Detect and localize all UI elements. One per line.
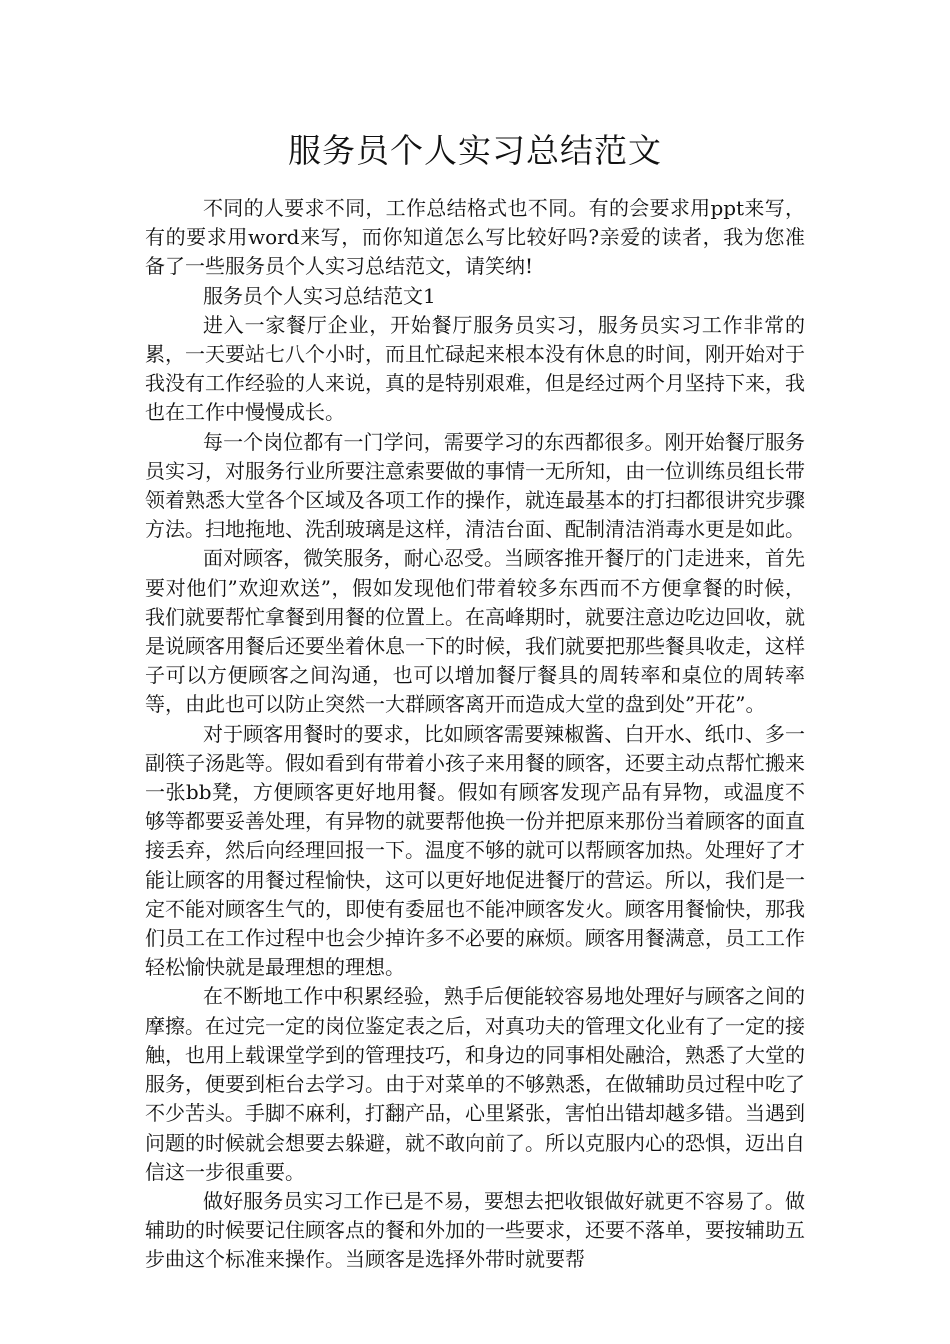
document-body <box>145 126 805 1275</box>
body-paragraph: 在不断地工作中积累经验，熟手后便能较容易地处理好与顾客之间的摩擦。在过完一定的岗位鉴定表之后，对真功夫的管理文化业有了一定的接触，也用上载课堂学到的管理技巧，和身边的同事相处融洽，熟悉了大堂的服务，便要到柜台去学习。由于对菜单的不够熟悉，在做辅助员过程中吃了不少苦头。手脚不麻利，打翻产品，心里紧张，害怕出错却越多错。当遇到问题的时候就会想要去躲避，就不敢向前了。所以克服内心的恐惧，迈出自信这一步很重要。 <box>145 984 805 1184</box>
body-paragraph: 对于顾客用餐时的要求，比如顾客需要辣椒酱、白开水、纸巾、多一副筷子汤匙等。假如看到有带着小孩子来用餐的顾客，还要主动点帮忙搬来一张bb凳，方便顾客更好地用餐。假如有顾客发现产品有异物，或温度不够等都要妥善处理，有异物的就要帮他换一份并把原来那份当着顾客的面直接丢弃，然后向经理回报一下。温度不够的就可以帮顾客加热。处理好了才能让顾客的用餐过程愉快，这可以更好地促进餐厅的营运。所以，我们是一定不能对顾客生气的，即使有委屈也不能冲顾客发火。顾客用餐愉快，那我们员工在工作过程中也会少掉许多不必要的麻烦。顾客用餐满意，员工工作轻松愉快就是最理想的理想。 <box>145 721 805 980</box>
body-paragraph: 进入一家餐厅企业，开始餐厅服务员实习，服务员实习工作非常的累，一天要站七八个小时，而且忙碌起来根本没有休息的时间，刚开始对于我没有工作经验的人来说，真的是特别艰难，但是经过两个月坚持下来，我也在工作中慢慢成长。 <box>145 312 805 425</box>
body-paragraph: 做好服务员实习工作已是不易，要想去把收银做好就更不容易了。做辅助的时候要记住顾客点的餐和外加的一些要求，还要不落单，要按辅助五步曲这个标准来操作。当顾客是选择外带时就要帮 <box>145 1188 805 1272</box>
section-heading: 服务员个人实习总结范文1 <box>203 283 436 308</box>
body-paragraph: 面对顾客，微笑服务，耐心忍受。当顾客推开餐厅的门走进来，首先要对他们”欢迎欢送”，假如发现他们带着较多东西而不方便拿餐的时候，我们就要帮忙拿餐到用餐的位置上。在高峰期时，就要注意边吃边回收，就是说顾客用餐后还要坐着休息一下的时候，我们就要把那些餐具收走，这样子可以方便顾客之间沟通，也可以增加餐厅餐具的周转率和桌位的周转率等，由此也可以防止突然一大群顾客离开而造成大堂的盘到处”开花”。 <box>145 546 805 717</box>
intro-paragraph: 不同的人要求不同，工作总结格式也不同。有的会要求用ppt来写，有的要求用word来写，而你知道怎么写比较好吗?亲爱的读者，我为您准备了一些服务员个人实习总结范文，请笑纳! <box>145 196 805 279</box>
body-paragraph: 每一个岗位都有一门学问，需要学习的东西都很多。刚开始餐厅服务员实习，对服务行业所要注意索要做的事情一无所知，由一位训练员组长带领着熟悉大堂各个区域及各项工作的操作，就连最基本的打扫都很讲究步骤方法。扫地拖地、洗刮玻璃是这样，清洁台面、配制清洁消毒水更是如此。 <box>145 429 805 542</box>
document-title: 服务员个人实习总结范文 <box>288 131 662 170</box>
